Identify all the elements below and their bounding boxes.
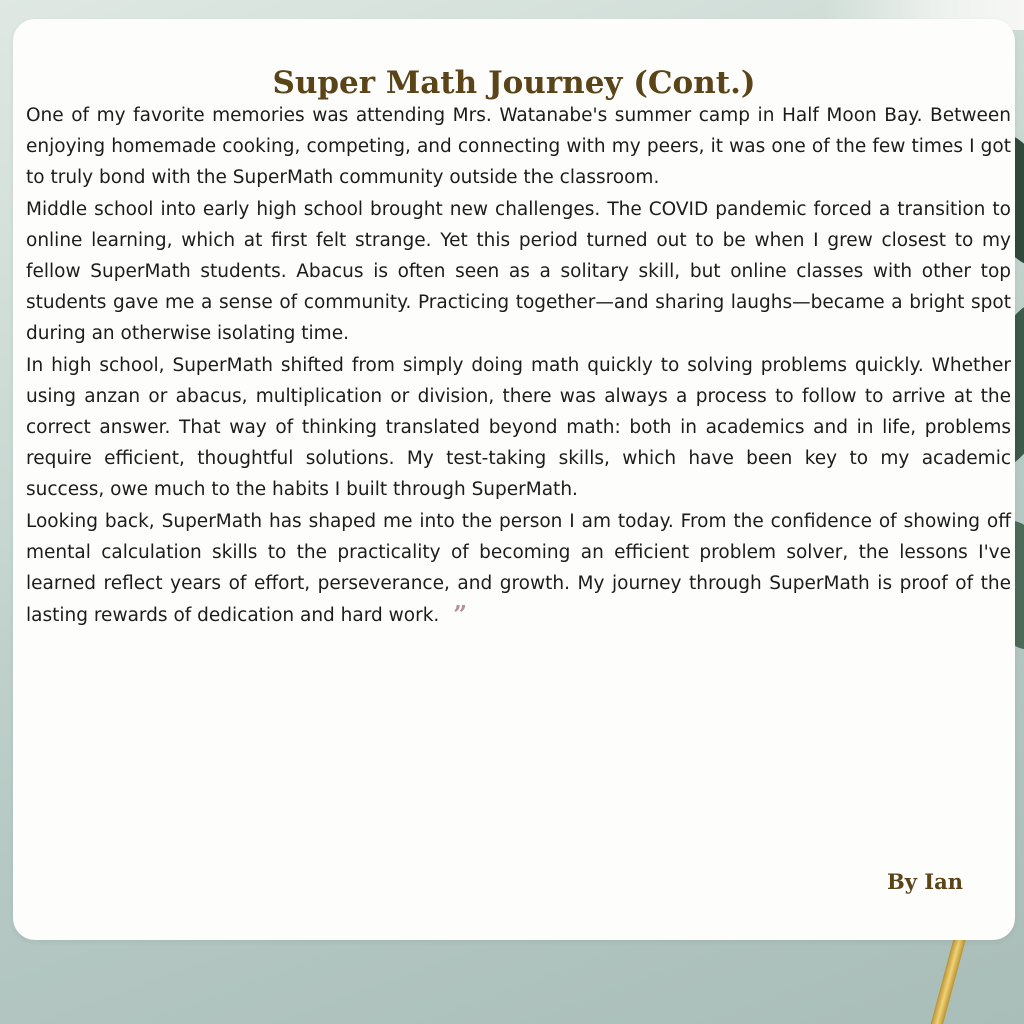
page-title: Super Math Journey (Cont.)	[272, 65, 756, 101]
paragraph-looking-back-text: Looking back, SuperMath has shaped me into the person I am today. From the confidence of showing off mental calculation skills to the practicality of becoming an efficient problem solver, the lessons I've learned reflect years of effort, perseverance, and growth. My journey through SuperMath is proof of the lasting rewards of dedication and hard work.	[26, 510, 1011, 627]
paragraph-pandemic: Middle school into early high school brought new challenges. The COVID pandemic forced a transition to online learning, which at first felt strange. Yet this period turned out to be when I grew closest to my fellow SuperMath students. Abacus is often seen as a solitary skill, but online classes with other top students gave me a sense of community. Practicing together—and sharing laughs—became a bright spot during an otherwise isolating time.	[26, 198, 1011, 345]
author-byline: By Ian	[887, 869, 963, 894]
closing-quote-icon: ”	[453, 600, 468, 630]
paragraph-high-school: In high school, SuperMath shifted from simply doing math quickly to solving problems quickly. Whether using anzan or abacus, multiplication or division, there was always a process to follow to arrive at the correct answer. That way of thinking translated beyond math: both in academics and in life, problems require efficient, thoughtful solutions. My test-taking skills, which have been key to my academic success, owe much to the habits I built through SuperMath.	[26, 354, 1011, 501]
background-pen	[925, 930, 968, 1024]
paragraph-looking-back	[26, 506, 1011, 632]
article-body	[26, 100, 1011, 631]
paragraph-summer-camp: One of my favorite memories was attending Mrs. Watanabe's summer camp in Half Moon Bay. Between enjoying homemade cooking, competing, and connecting with my peers, it was one of the few times I got to truly bond with the SuperMath community outside the classroom.	[26, 105, 1011, 189]
content-card	[13, 19, 1015, 940]
